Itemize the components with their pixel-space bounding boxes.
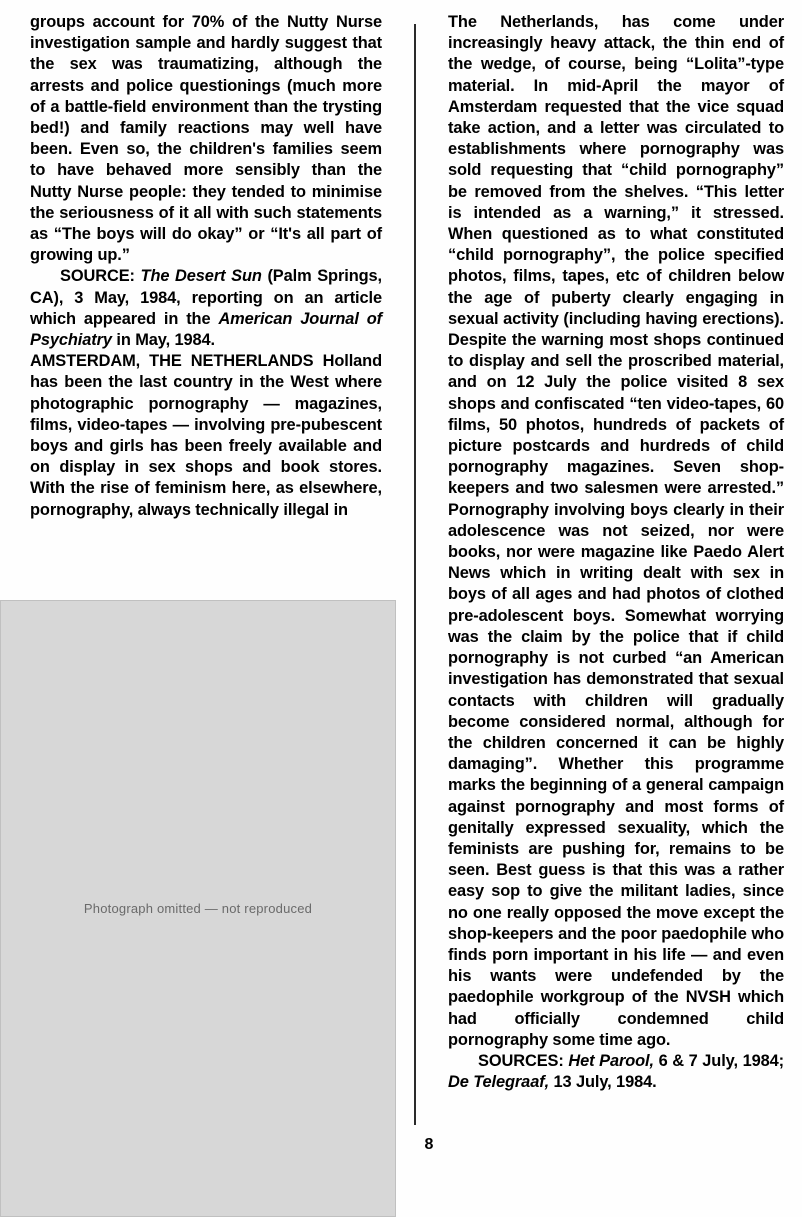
sources-date-de-telegraaf: 13 July, 1984. <box>549 1073 657 1092</box>
sources-publication-het-parool: Het Parool, <box>568 1051 654 1070</box>
page-number: 8 <box>424 1136 434 1153</box>
source-journal-title: American Journal of Psychiatry <box>30 309 382 350</box>
left-column-continuation-paragraph: groups account for 70% of the Nutty Nurse investigation sample and hardly suggest that the sex was traumatizing, although the arrests and police questionings (much more of a battle-field environment than the trysting bed!) and family reactions may well have been. Even so, the children's families seem to have behaved more sensibly than the Nutty Nurse people: they tended to minimise the seriousness of it all with such statements as “The boys will do okay” or “It's all part of growing up.” <box>30 13 382 265</box>
source-label: SOURCE: <box>60 267 141 286</box>
right-column-sources-line <box>448 1051 784 1093</box>
sources-label: SOURCES: <box>478 1051 569 1070</box>
source-publication-title: The Desert Sun <box>140 267 262 286</box>
sources-publication-de-telegraaf: De Telegraaf, <box>448 1073 550 1092</box>
amsterdam-article-opening-paragraph: AMSTERDAM, THE NETHERLANDS Holland has been the last country in the West where photographic pornography — magazines, films, video-tapes — involving pre-pubescent boys and girls has been freely available and on display in sex shops and book stores. With the rise of feminism here, as elsewhere, pornography, always technically illegal in <box>30 352 382 519</box>
source-date-text: in May, 1984. <box>111 331 215 350</box>
right-column-body-paragraph: The Netherlands, has come under increasingly heavy attack, the thin end of the wedge, of course, being “Lolita”-type material. In mid-April the mayor of Amsterdam requested that the vice squad take action, and a letter was circulated to establishments where pornography was sold requesting that “child pornography” be removed from the shelves. “This letter is intended as a warning,” it stressed. When questioned as to what constituted “child pornography”, the police specified photos, films, tapes, etc of children below the age of puberty clearly engaging in sexual activity (including having erections). Despite the warning most shops continued to display and sell the proscribed material, and on 12 July the police visited 8 sex shops and confiscated “ten video-tapes, 60 films, 50 photos, hundreds of packets of picture postcards and hurdreds of child pornography magazines. Seven shop-keepers and two salesmen were arrested.” Pornography involving boys clearly in their adolescence was not seized, nor were books, nor were magazine like Paedo Alert News which in writing dealt with sex in boys of all ages and had photos of clothed pre-adolescent boys. Somewhat worrying was the claim by the police that if child pornography is not curbed “an American investigation has demonstrated that sexual contacts with children will gradually become considered normal, although for the children concerned it can be highly damaging”. Whether this programme marks the beginning of a general campaign against pornography and most forms of genitally expressed sexuality, which the feminists are pushing for, remains to be seen. Best guess is that this was a rather easy sop to give the militant ladies, since no one really opposed the move except the shop-keepers and the poor paedophile who finds porn important in his life — and even his wants were undefended by the paedophile workgroup of the NVSH which had officially condemned child pornography some time ago. <box>448 13 784 1049</box>
source-detail-text: (Palm Springs, CA), 3 May, 1984, reporting on an article which appeared in the <box>30 267 382 328</box>
right-column <box>448 12 784 1093</box>
column-divider-rule <box>414 24 416 1125</box>
article-photograph-placeholder <box>0 600 396 1217</box>
left-column-source-line <box>30 266 382 351</box>
photograph-omitted-notice: Photograph omitted — not reproduced <box>83 901 313 916</box>
sources-date-het-parool: 6 & 7 July, 1984; <box>653 1051 784 1070</box>
left-column <box>30 12 382 521</box>
